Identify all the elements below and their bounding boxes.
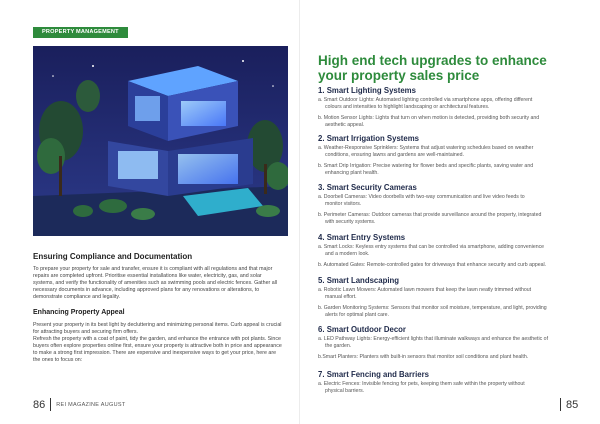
section-smart-irrigation bbox=[318, 134, 580, 181]
footer-divider bbox=[50, 398, 51, 411]
section-smart-lighting bbox=[318, 86, 580, 133]
list-item: b.Smart Planters: Planters with built-in sensors that monitor soil conditions and plant health. bbox=[318, 354, 529, 361]
page-number-right: 85 bbox=[566, 398, 579, 411]
footer-divider bbox=[560, 398, 561, 411]
list-item: b. Perimeter Cameras: Outdoor cameras that provide surveillance around the property, integrated with security systems. bbox=[318, 212, 542, 225]
list-item: a. Robotic Lawn Mowers: Automated lawn mowers that keep the lawn neatly trimmed without manual effort. bbox=[318, 287, 532, 300]
section-smart-landscaping bbox=[318, 276, 580, 323]
heading-compliance: Ensuring Compliance and Documentation bbox=[33, 252, 193, 261]
list-item: a. Electric Fences: Invisible fencing for pets, keeping them safe within the property without physical barriers. bbox=[318, 381, 525, 394]
section-tag: PROPERTY MANAGEMENT bbox=[33, 27, 128, 38]
list-item: b. Garden Monitoring Systems: Sensors that monitor soil moisture, temperature, and light, providing alerts for optimal plant care. bbox=[318, 305, 547, 318]
left-footer bbox=[33, 398, 126, 411]
smart-house-illustration bbox=[33, 46, 288, 236]
section-smart-entry bbox=[318, 233, 580, 274]
section-heading: 5. Smart Landscaping bbox=[318, 276, 400, 285]
section-smart-security bbox=[318, 183, 580, 230]
section-heading: 3. Smart Security Cameras bbox=[318, 183, 417, 192]
heading-appeal: Enhancing Property Appeal bbox=[33, 309, 125, 316]
section-heading: 4. Smart Entry Systems bbox=[318, 233, 406, 242]
list-item: b. Automated Gates: Remote-controlled gates for driveways that enhance security and curb appeal. bbox=[318, 262, 547, 269]
list-item: b. Motion Sensor Lights: Lights that turn on when motion is detected, providing both security and aesthetic appeal. bbox=[318, 115, 540, 128]
page-number-left: 86 bbox=[33, 398, 46, 411]
section-heading: 2. Smart Irrigation Systems bbox=[318, 134, 419, 143]
list-item: a. Smart Outdoor Lights: Automated lighting controlled via smartphone apps, offering different colours and intensities to highlight landscaping or architectural features. bbox=[318, 97, 533, 110]
paragraph-appeal-2: Refresh the property with a coat of paint, tidy the garden, and enhance the entrance with pot plants. Since buyers often explore properties online first, ensure your property is attractive both in price and appearance to make a strong first impression. There are expensive and inexpensive ways to get your price, here are the ones to focus on: bbox=[33, 336, 282, 364]
list-item: a. Doorbell Cameras: Video doorbells with two-way communication and live video feeds to monitor visitors. bbox=[318, 194, 525, 207]
section-smart-fencing bbox=[318, 370, 580, 399]
right-footer bbox=[555, 398, 578, 411]
paragraph-appeal-1: Present your property in its best light by decluttering and minimizing personal items. Curb appeal is crucial for attracting buyers and securing firm offers. bbox=[33, 322, 282, 336]
section-heading: 1. Smart Lighting Systems bbox=[318, 86, 416, 95]
list-item: a. Weather-Responsive Sprinklers: Systems that adjust watering schedules based on weather conditions, ensuring lawns and gardens are well-maintained. bbox=[318, 145, 534, 158]
list-item: a. Smart Locks: Keyless entry systems that can be controlled via smartphone, adding convenience and a modern look. bbox=[318, 244, 545, 257]
article-title: High end tech upgrades to enhance your property sales price bbox=[318, 53, 547, 83]
magazine-name: REI MAGAZINE AUGUST bbox=[56, 401, 126, 408]
section-heading: 6. Smart Outdoor Decor bbox=[318, 325, 406, 334]
list-item: b. Smart Drip Irrigation: Precise watering for flower beds and specific plants, saving water and enhancing plant health. bbox=[318, 163, 534, 176]
section-heading: 7. Smart Fencing and Barriers bbox=[318, 370, 429, 379]
section-smart-outdoor-decor bbox=[318, 325, 580, 366]
list-item: a. LED Pathway Lights: Energy-efficient lights that illuminate walkways and enhance the aesthetic of the garden. bbox=[318, 336, 549, 349]
paragraph-compliance: To prepare your property for sale and transfer, ensure it is compliant with all regulations and that major repairs are completed upfront. Prioritise essential installations like water, electricity, gas, and solar systems, and verify the functionality of amenities such as swimming pools and electric fences. Gather all necessary documents in advance, including approved plans for any renovations or alterations, to demonstrate compliance and legality. bbox=[33, 266, 278, 301]
